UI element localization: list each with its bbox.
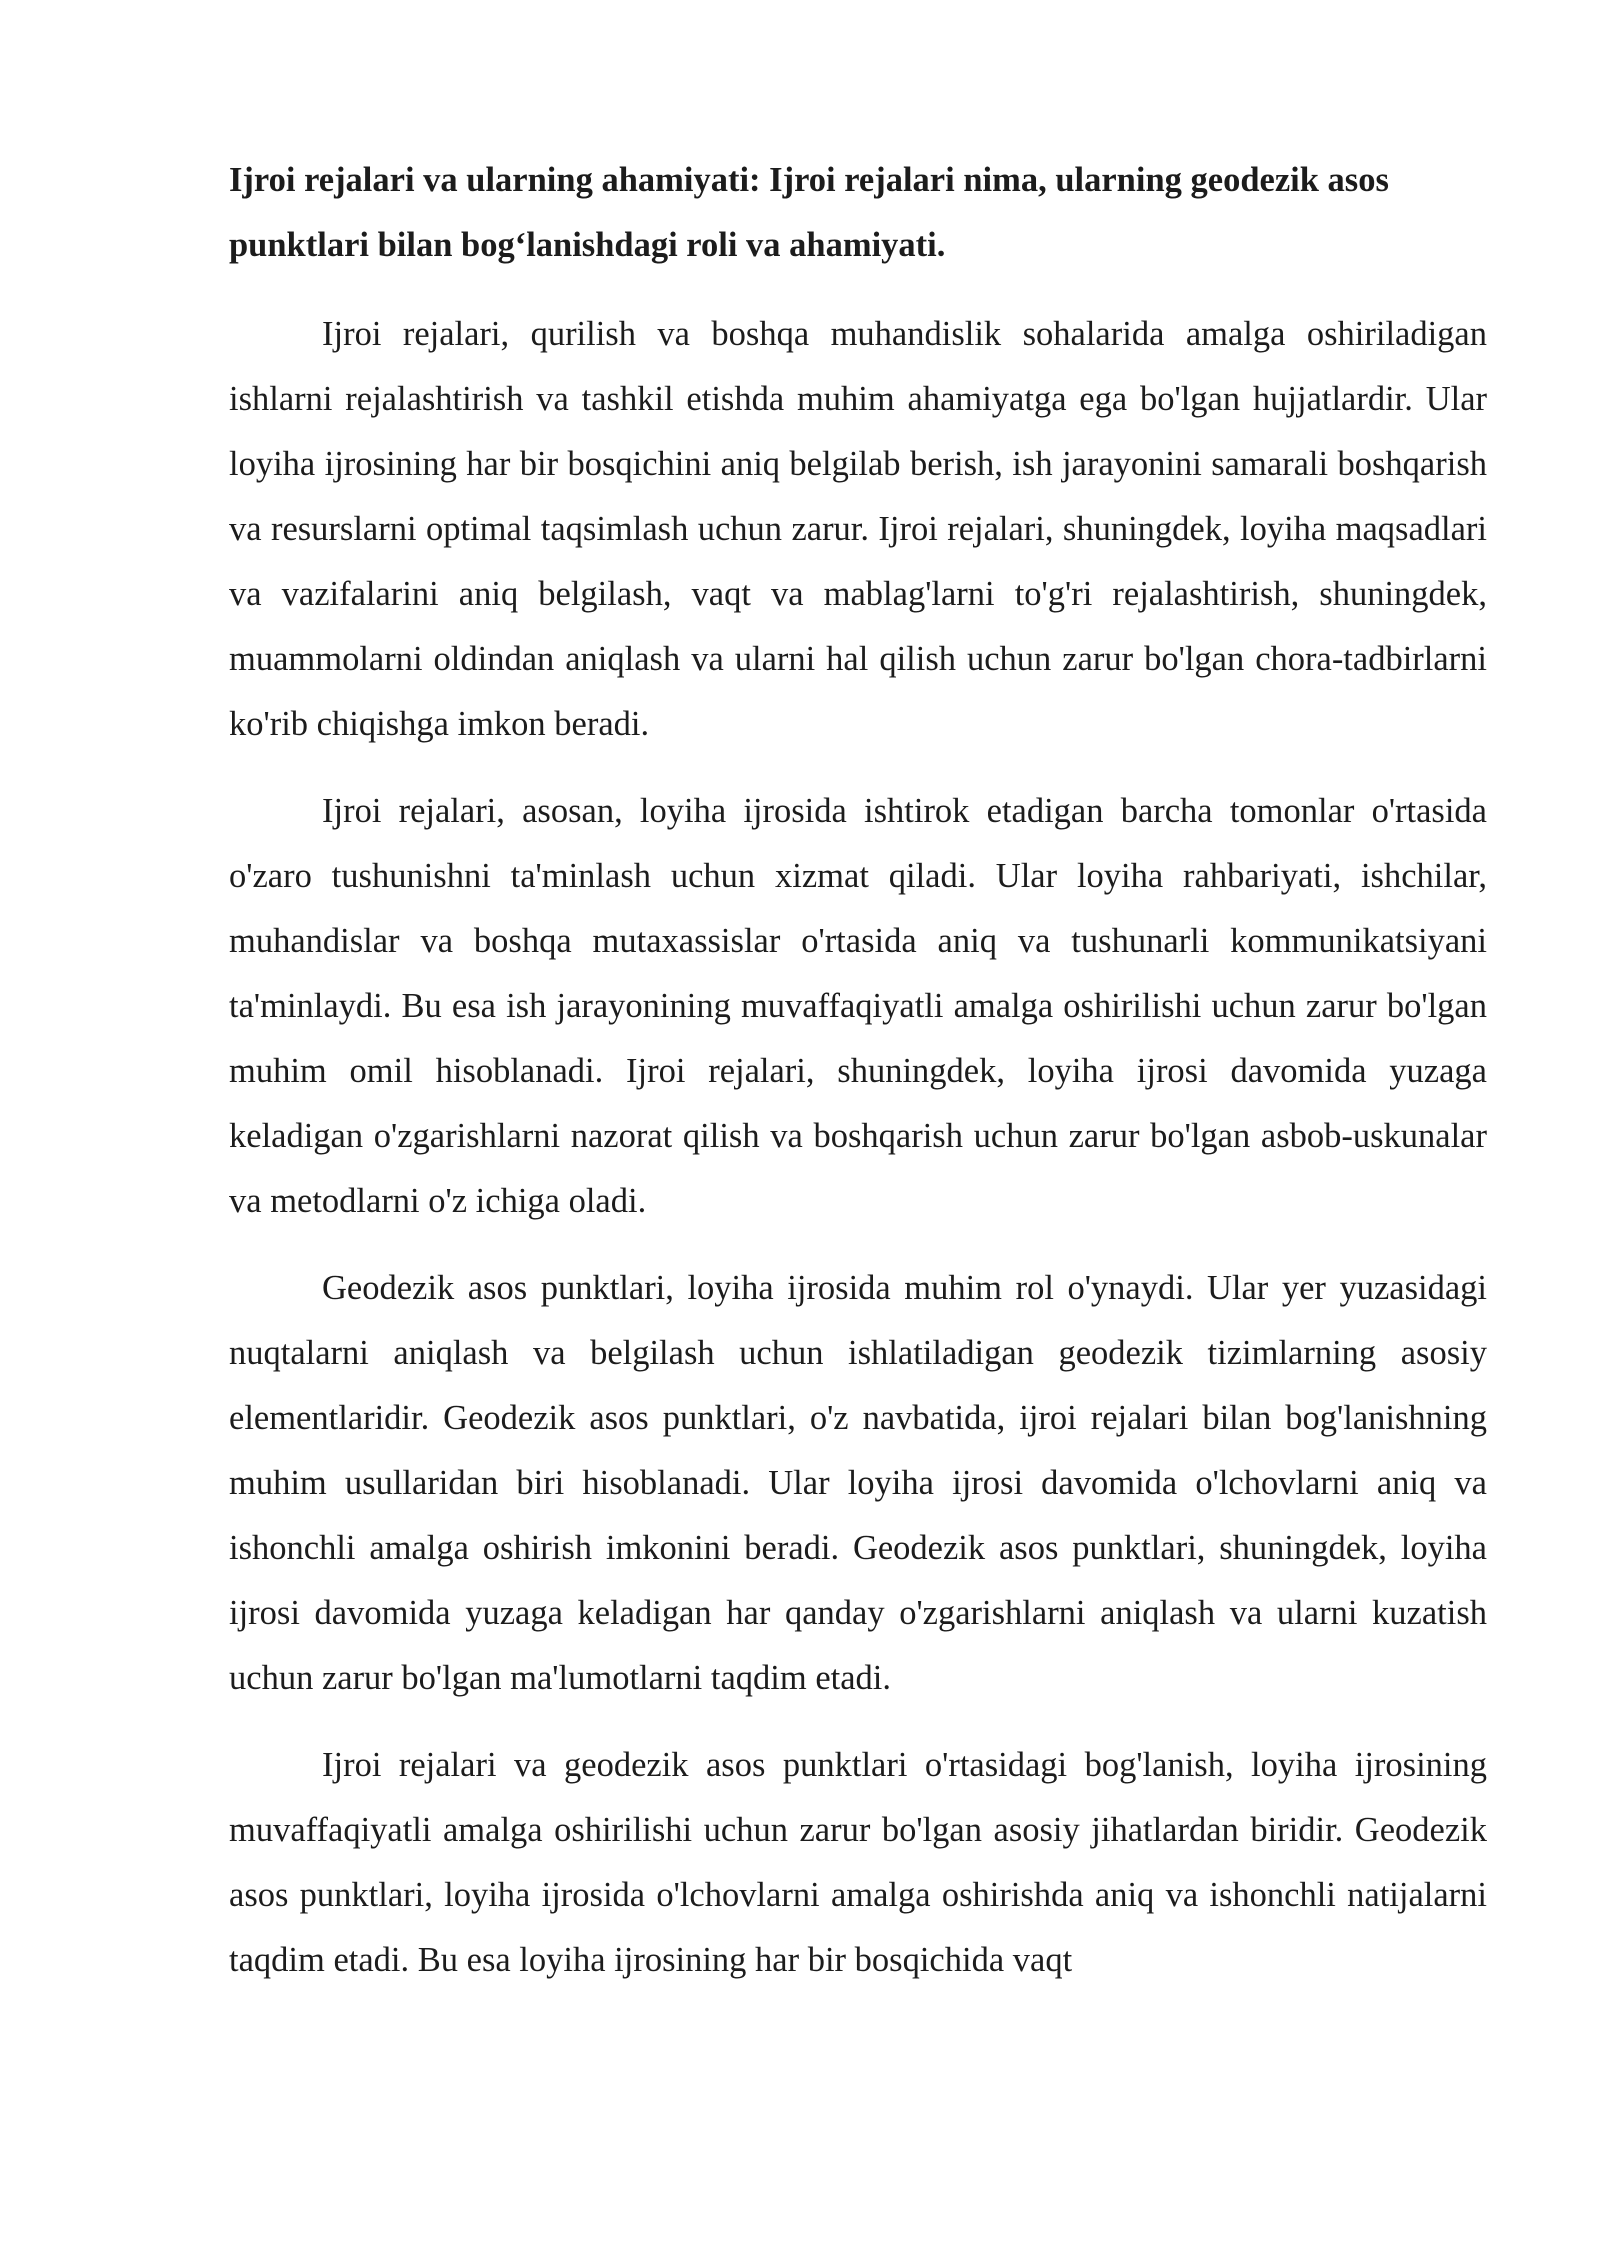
paragraph-3: Geodezik asos punktlari, loyiha ijrosida muhim rol o'ynaydi. Ular yer yuzasidagi nuqtalarni aniqlash va belgilash uchun ishlatiladigan geodezik tizimlarning asosiy elementlaridir. Geodezik asos punktlari, o'z navbatida, ijroi rejalari bilan bog'lanishning muhim usullaridan biri hisoblanadi. Ular loyiha ijrosi davomida o'lchovlarni aniq va ishonchli amalga oshirish imkonini beradi. Geodezik asos punktlari, shuningdek, loyiha ijrosi davomida yuzaga keladigan har qanday o'zgarishlarni aniqlash va ularni kuzatish uchun zarur bo'lgan ma'lumotlarni taqdim etadi.	[229, 1269, 1487, 1697]
paragraph-2: Ijroi rejalari, asosan, loyiha ijrosida ishtirok etadigan barcha tomonlar o'rtasida o'zaro tushunishni ta'minlash uchun xizmat qiladi. Ular loyiha rahbariyati, ishchilar, muhandislar va boshqa mutaxassislar o'rtasida aniq va tushunarli kommunikatsiyani ta'minlaydi. Bu esa ish jarayonining muvaffaqiyatli amalga oshirilishi uchun zarur bo'lgan muhim omil hisoblanadi. Ijroi rejalari, shuningdek, loyiha ijrosi davomida yuzaga keladigan o'zgarishlarni nazorat qilish va boshqarish uchun zarur bo'lgan asbob-uskunalar va metodlarni o'z ichiga oladi.	[229, 792, 1487, 1220]
document-body	[229, 148, 1487, 1993]
paragraph-1: Ijroi rejalari, qurilish va boshqa muhandislik sohalarida amalga oshiriladigan ishlarni rejalashtirish va tashkil etishda muhim ahamiyatga ega bo'lgan hujjatlardir. Ular loyiha ijrosining har bir bosqichini aniq belgilab berish, ish jarayonini samarali boshqarish va resurslarni optimal taqsimlash uchun zarur. Ijroi rejalari, shuningdek, loyiha maqsadlari va vazifalarini aniq belgilash, vaqt va mablag'larni to'g'ri rejalashtirish, shuningdek, muammolarni oldindan aniqlash va ularni hal qilish uchun zarur bo'lgan chora-tadbirlarni ko'rib chiqishga imkon beradi.	[229, 315, 1487, 743]
paragraph-4: Ijroi rejalari va geodezik asos punktlari o'rtasidagi bog'lanish, loyiha ijrosining muvaffaqiyatli amalga oshirilishi uchun zarur bo'lgan asosiy jihatlardan biridir. Geodezik asos punktlari, loyiha ijrosida o'lchovlarni amalga oshirishda aniq va ishonchli natijalarni taqdim etadi. Bu esa loyiha ijrosining har bir bosqichida vaqt	[229, 1746, 1487, 1979]
document-heading: Ijroi rejalari va ularning ahamiyati: Ijroi rejalari nima, ularning geodezik asos punktlari bilan bog‘lanishdagi roli va ahamiyati.	[229, 161, 1389, 264]
